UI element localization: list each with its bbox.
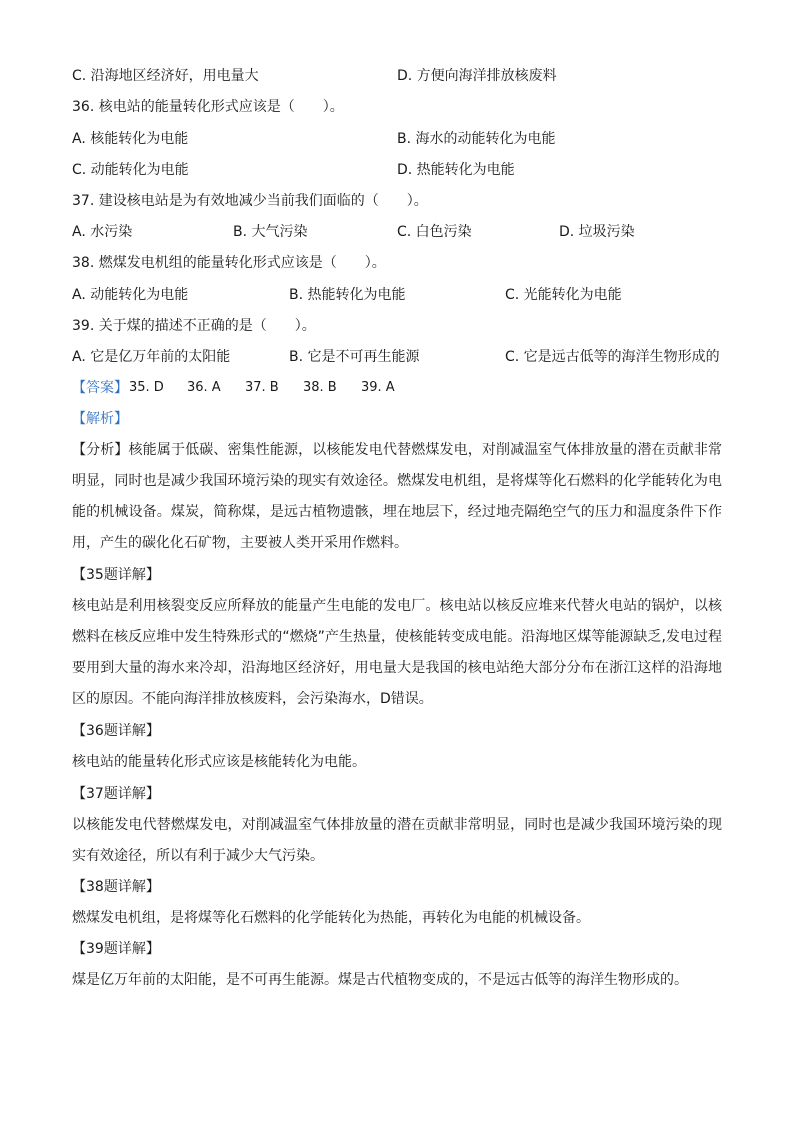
q39-option-a: A. 它是亿万年前的太阳能 bbox=[72, 349, 231, 365]
d39-title: 【39题详解】 bbox=[72, 941, 160, 957]
q34-option-c: C. 沿海地区经济好，用电量大 bbox=[72, 68, 259, 84]
q36-option-a: A. 核能转化为电能 bbox=[72, 131, 189, 147]
q37-option-d: D. 垃圾污染 bbox=[559, 224, 635, 240]
q38-option-c: C. 光能转化为电能 bbox=[505, 287, 622, 303]
answer-item: 38. B bbox=[303, 380, 337, 395]
d36-text: 核电站的能量转化形式应该是核能转化为电能。 bbox=[72, 754, 366, 770]
fenxi-label: 【分析】 bbox=[72, 442, 129, 458]
d35-title: 【35题详解】 bbox=[72, 567, 160, 583]
q37-stem: 37. 建设核电站是为有效地减少当前我们面临的（ ）。 bbox=[72, 193, 428, 209]
q39-option-c: C. 它是远古低等的海洋生物形成的 bbox=[505, 349, 720, 365]
q38-option-b: B. 热能转化为电能 bbox=[289, 287, 406, 303]
q39-option-b: B. 它是不可再生能源 bbox=[289, 349, 420, 365]
answer-item: 37. B bbox=[245, 380, 279, 395]
q37-option-a: A. 水污染 bbox=[72, 224, 133, 240]
analysis-label: 【解析】 bbox=[72, 411, 128, 427]
answer-item: 35. D bbox=[129, 380, 164, 395]
d37-text: 以核能发电代替燃煤发电，对削减温室气体排放量的潜在贡献非常明显，同时也是减少我国环境污染的现实有效途径，所以有利于减少大气污染。 bbox=[72, 817, 722, 864]
d38-title: 【38题详解】 bbox=[72, 879, 160, 895]
q36-stem: 36. 核电站的能量转化形式应该是（ ）。 bbox=[72, 99, 344, 115]
d37-title: 【37题详解】 bbox=[72, 786, 160, 802]
d35-text: 核电站是利用核裂变反应所释放的能量产生电能的发电厂。核电站以核反应堆来代替火电站的锅炉，以核燃料在核反应堆中发生特殊形式的“燃烧”产生热量，使核能转变成电能。沿海地区煤等能源缺乏,发电过程要用到大量的海水来冷却，沿海地区经济好，用电量大是我国的核电站绝大部分分布在浙江这样的沿海地区的原因。不能向海洋排放核废料，会污染海水，D错误。 bbox=[72, 598, 722, 707]
answer-item: 39. A bbox=[361, 380, 395, 395]
q38-option-a: A. 动能转化为电能 bbox=[72, 287, 189, 303]
fenxi-text: 核能属于低碳、密集性能源，以核能发电代替燃煤发电，对削减温室气体排放量的潜在贡献非常明显，同时也是减少我国环境污染的现实有效途径。燃煤发电机组，是将煤等化石燃料的化学能转化为电能的机械设备。煤炭，简称煤，是远古植物遗骸，埋在地层下，经过地壳隔绝空气的压力和温度条件下作用，产生的碳化化石矿物，主要被人类开采用作燃料。 bbox=[72, 442, 723, 551]
fenxi-paragraph bbox=[72, 435, 722, 559]
d38-text: 燃煤发电机组，是将煤等化石燃料的化学能转化为热能，再转化为电能的机械设备。 bbox=[72, 910, 590, 926]
q38-stem: 38. 燃煤发电机组的能量转化形式应该是（ ）。 bbox=[72, 255, 386, 271]
answer-label: 【答案】 bbox=[72, 380, 128, 396]
q34-option-d: D. 方便向海洋排放核废料 bbox=[397, 68, 557, 84]
q37-option-b: B. 大气污染 bbox=[233, 224, 308, 240]
q37-option-c: C. 白色污染 bbox=[397, 224, 472, 240]
q39-stem: 39. 关于煤的描述不正确的是（ ）。 bbox=[72, 318, 316, 334]
q36-option-d: D. 热能转化为电能 bbox=[397, 162, 515, 178]
q36-option-c: C. 动能转化为电能 bbox=[72, 162, 189, 178]
q36-option-b: B. 海水的动能转化为电能 bbox=[397, 131, 556, 147]
d39-text: 煤是亿万年前的太阳能，是不可再生能源。煤是古代植物变成的，不是远古低等的海洋生物形成的。 bbox=[72, 972, 688, 988]
answer-item: 36. A bbox=[187, 380, 221, 395]
d36-title: 【36题详解】 bbox=[72, 723, 160, 739]
